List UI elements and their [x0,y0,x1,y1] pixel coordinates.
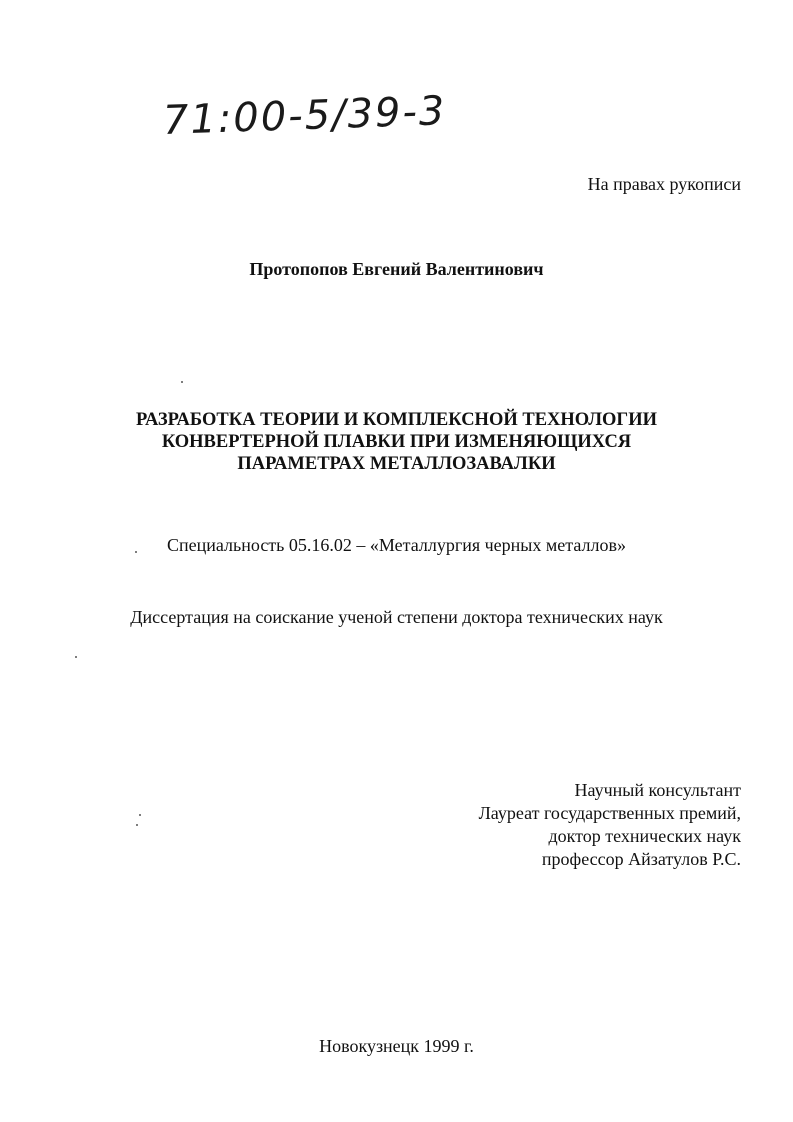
consultant-line: Лауреат государственных премий, [478,803,741,823]
consultant-line: профессор Айзатулов Р.С. [541,849,741,869]
specialty-line: Специальность 05.16.02 – «Металлургия черных металлов» [167,535,626,555]
city-year: Новокузнецк 1999 г. [319,1036,474,1056]
scientific-consultant [479,779,741,871]
scan-speck [139,814,141,816]
title-line: ПАРАМЕТРАХ МЕТАЛЛОЗАВАЛКИ [237,454,556,474]
dissertation-title [0,409,793,475]
title-line: КОНВЕРТЕРНОЙ ПЛАВКИ ПРИ ИЗМЕНЯЮЩИХСЯ [161,432,632,452]
author-name: Протопопов Евгений Валентинович [249,259,544,279]
title-line: РАЗРАБОТКА ТЕОРИИ И КОМПЛЕКСНОЙ ТЕХНОЛОГИИ [136,410,657,430]
scan-speck [136,824,138,826]
scan-speck [75,656,77,658]
consultant-line: доктор технических наук [548,826,741,846]
degree-line: Диссертация на соискание ученой степени доктора технических наук [130,607,663,627]
handwritten-archive-number: 71:00-5/39-3 [162,88,448,144]
scan-speck [135,551,137,553]
rights-note: На правах рукописи [587,174,741,194]
consultant-line: Научный консультант [574,780,741,800]
scan-speck [181,381,183,383]
